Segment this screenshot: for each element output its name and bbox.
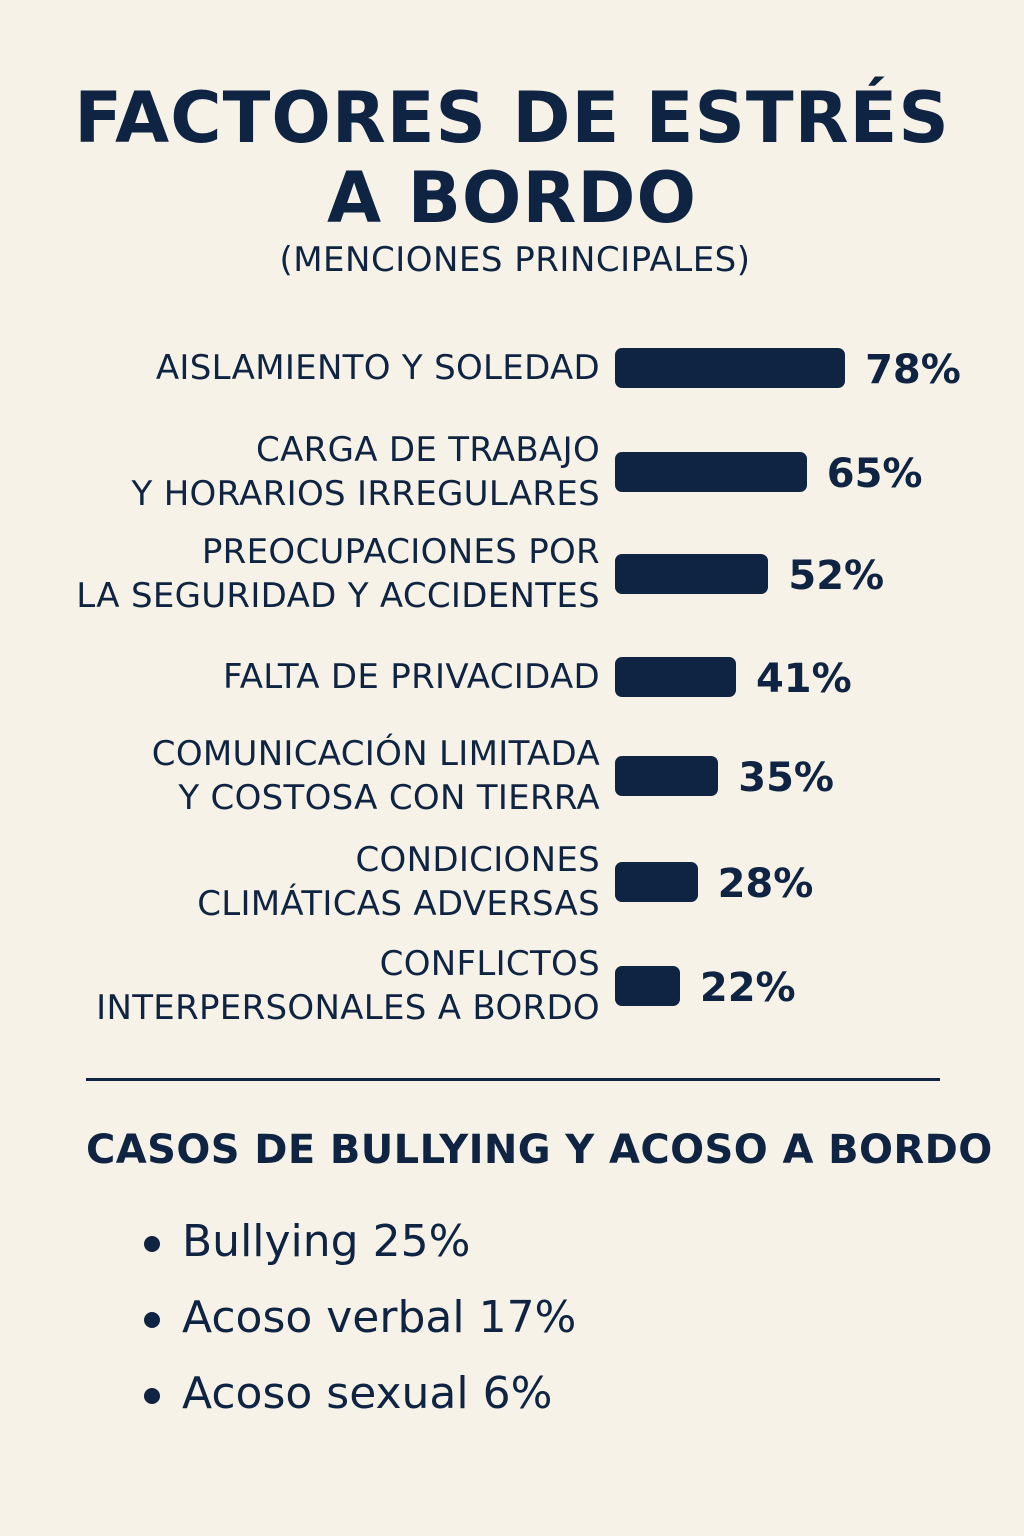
verbal-harassment-list-item bbox=[140, 1288, 576, 1364]
category-label bbox=[96, 942, 600, 1030]
category-label-line: FALTA DE PRIVACIDAD bbox=[222, 657, 600, 697]
chart-subtitle: (MENCIONES PRINCIPALES) bbox=[279, 240, 751, 280]
chart-title bbox=[0, 78, 1024, 238]
category-label-line: AISLAMIENTO Y SOLEDAD bbox=[155, 348, 600, 388]
bar bbox=[615, 756, 718, 796]
value-label: 41% bbox=[755, 656, 852, 702]
bullet-dot-icon bbox=[144, 1236, 160, 1252]
category-label-line: CLIMÁTICAS ADVERSAS bbox=[197, 884, 600, 924]
bar bbox=[615, 862, 698, 902]
sexual-harassment-item-label: Acoso sexual 6% bbox=[182, 1368, 553, 1419]
category-label-line: CONDICIONES bbox=[355, 840, 600, 880]
bullying-item-label: Bullying 25% bbox=[182, 1216, 471, 1267]
bullying-section-title: CASOS DE BULLYING Y ACOSO A BORDO bbox=[86, 1127, 993, 1173]
category-label bbox=[223, 655, 600, 699]
category-label bbox=[132, 428, 600, 516]
category-label-line: LA SEGURIDAD Y ACCIDENTES bbox=[76, 576, 600, 616]
value-label: 65% bbox=[826, 451, 923, 497]
category-label-line: CARGA DE TRABAJO bbox=[256, 430, 600, 470]
bullying-list bbox=[140, 1212, 576, 1440]
category-label-line: INTERPERSONALES A BORDO bbox=[96, 988, 600, 1028]
value-label: 52% bbox=[788, 553, 885, 599]
value-label: 28% bbox=[717, 861, 814, 907]
chart-title-line-2: A BORDO bbox=[327, 157, 697, 239]
value-label: 22% bbox=[699, 965, 796, 1011]
category-label-line: CONFLICTOS bbox=[379, 944, 600, 984]
sexual-harassment-list-item bbox=[140, 1364, 576, 1440]
bar bbox=[615, 657, 736, 697]
bullying-list-item bbox=[140, 1212, 576, 1288]
category-label bbox=[197, 838, 600, 926]
category-label bbox=[156, 346, 600, 390]
bullet-dot-icon bbox=[144, 1312, 160, 1328]
bar-chart bbox=[0, 330, 1024, 1050]
category-label bbox=[76, 530, 600, 618]
category-label-line: COMUNICACIÓN LIMITADA bbox=[151, 734, 600, 774]
category-label-line: Y COSTOSA CON TIERRA bbox=[178, 778, 600, 818]
bar bbox=[615, 966, 680, 1006]
verbal-harassment-item-label: Acoso verbal 17% bbox=[182, 1292, 577, 1343]
category-label bbox=[152, 732, 600, 820]
bar bbox=[615, 452, 807, 492]
value-label: 35% bbox=[738, 755, 834, 801]
bar bbox=[615, 348, 845, 388]
bar bbox=[615, 554, 768, 594]
chart-title-line-1: FACTORES DE ESTRÉS bbox=[74, 77, 950, 159]
category-label-line: Y HORARIOS IRREGULARES bbox=[131, 474, 600, 514]
category-label-line: PREOCUPACIONES POR bbox=[201, 532, 600, 572]
section-divider bbox=[86, 1078, 940, 1081]
bullet-dot-icon bbox=[144, 1388, 160, 1404]
value-label: 78% bbox=[865, 347, 961, 393]
